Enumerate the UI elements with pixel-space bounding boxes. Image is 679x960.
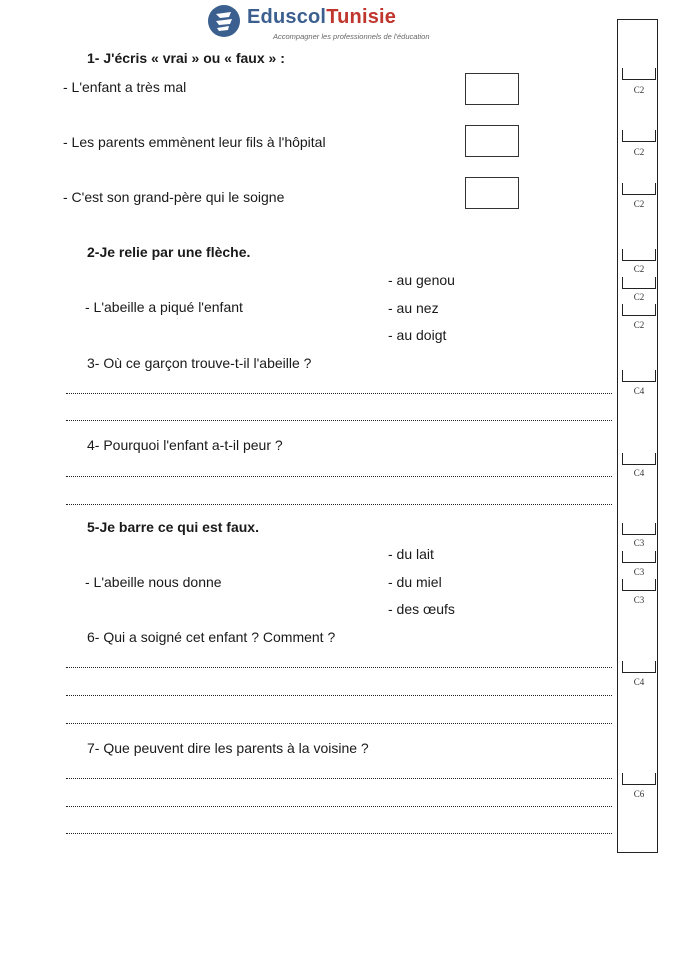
q2-option-3: - au doigt <box>388 327 447 343</box>
q1-item-1: - L'enfant a très mal <box>63 79 187 95</box>
brand-name <box>247 6 396 29</box>
criterion-label: C3 <box>633 538 645 548</box>
q1-item-3: - C'est son grand-père qui le soigne <box>63 189 285 205</box>
score-mark[interactable] <box>622 453 656 465</box>
score-mark[interactable] <box>622 277 656 289</box>
logo-badge-icon <box>207 4 241 38</box>
answer-line[interactable] <box>66 833 612 834</box>
eduscol-logo <box>207 4 467 44</box>
score-mark[interactable] <box>622 523 656 535</box>
q5-option-2: - du miel <box>388 574 442 590</box>
criterion-label: C4 <box>633 468 645 478</box>
answer-line[interactable] <box>66 723 612 724</box>
answer-line[interactable] <box>66 504 612 505</box>
q5-prompt: - L'abeille nous donne <box>85 574 222 590</box>
score-mark[interactable] <box>622 304 656 316</box>
brand-tagline: Accompagner les professionnels de l'éducation <box>273 32 430 41</box>
answer-line[interactable] <box>66 806 612 807</box>
criterion-label: C6 <box>633 789 645 799</box>
q5-title: 5-Je barre ce qui est faux. <box>87 519 259 535</box>
criterion-label: C2 <box>633 147 645 157</box>
score-mark[interactable] <box>622 370 656 382</box>
score-mark[interactable] <box>622 579 656 591</box>
q6-title: 6- Qui a soigné cet enfant ? Comment ? <box>87 629 336 645</box>
score-mark[interactable] <box>622 68 656 80</box>
q1-item-2: - Les parents emmènent leur fils à l'hôpital <box>63 134 326 150</box>
answer-line[interactable] <box>66 420 612 421</box>
answer-line[interactable] <box>66 667 612 668</box>
criterion-label: C3 <box>633 567 645 577</box>
brand-part-2: Tunisie <box>326 6 397 28</box>
criterion-label: C4 <box>633 677 645 687</box>
score-mark[interactable] <box>622 130 656 142</box>
q1-title: 1- J'écris « vrai » ou « faux » : <box>87 50 285 66</box>
criterion-label: C2 <box>633 292 645 302</box>
score-mark[interactable] <box>622 661 656 673</box>
criterion-label: C2 <box>633 264 645 274</box>
answer-line[interactable] <box>66 476 612 477</box>
criteria-column <box>617 19 658 853</box>
criterion-label: C2 <box>633 85 645 95</box>
answer-line[interactable] <box>66 393 612 394</box>
q3-title: 3- Où ce garçon trouve-t-il l'abeille ? <box>87 355 312 371</box>
q1-answer-box-1[interactable] <box>465 73 519 105</box>
criterion-label: C2 <box>633 199 645 209</box>
q2-option-2: - au nez <box>388 300 439 316</box>
q1-answer-box-3[interactable] <box>465 177 519 209</box>
answer-line[interactable] <box>66 695 612 696</box>
criterion-label: C4 <box>633 386 645 396</box>
score-mark[interactable] <box>622 249 656 261</box>
q2-title: 2-Je relie par une flèche. <box>87 244 251 260</box>
score-mark[interactable] <box>622 773 656 785</box>
criterion-label: C3 <box>633 595 645 605</box>
score-mark[interactable] <box>622 551 656 563</box>
q5-option-1: - du lait <box>388 546 434 562</box>
q2-prompt: - L'abeille a piqué l'enfant <box>85 299 243 315</box>
q4-title: 4- Pourquoi l'enfant a-t-il peur ? <box>87 437 283 453</box>
brand-part-1: Eduscol <box>247 6 327 28</box>
q7-title: 7- Que peuvent dire les parents à la voisine ? <box>87 740 369 756</box>
q5-option-3: - des œufs <box>388 601 455 617</box>
answer-line[interactable] <box>66 778 612 779</box>
q1-answer-box-2[interactable] <box>465 125 519 157</box>
score-mark[interactable] <box>622 183 656 195</box>
criterion-label: C2 <box>633 320 645 330</box>
q2-option-1: - au genou <box>388 272 455 288</box>
